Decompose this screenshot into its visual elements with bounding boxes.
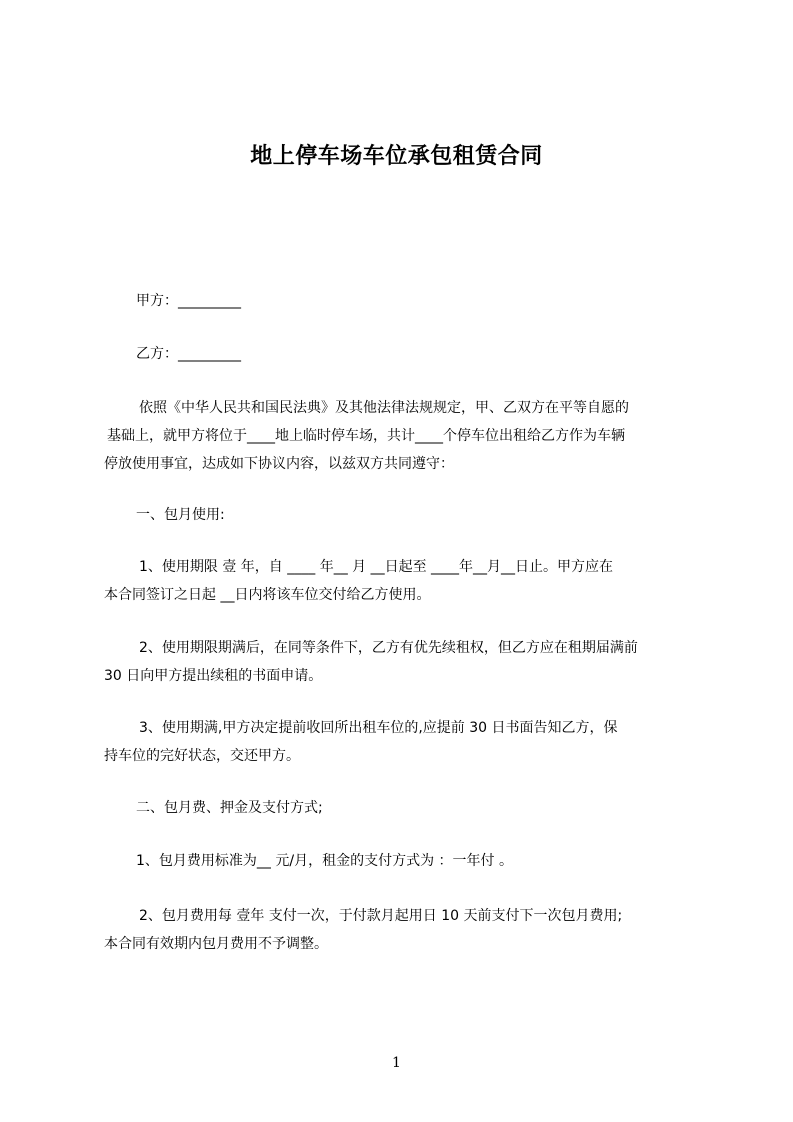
clause-line: 30 日向甲方提出续租的书面申请。 (104, 668, 323, 684)
intro-line: 停放使用事宜，达成如下协议内容，以兹双方共同遵守： (104, 456, 454, 472)
clause-line: 本合同有效期内包月费用不予调整。 (104, 936, 328, 952)
clause-line: 1、使用期限 壹 年，自 ____ 年__ 月 __日起至 ____年__月__日止。甲方应在 (139, 559, 614, 575)
section-heading: 二、包月费、押金及支付方式; (136, 800, 323, 816)
intro-line: 基础上，就甲方将位于____地上临时停车场，共计____个停车位出租给乙方作为车辆 (107, 428, 625, 444)
document-title: 地上停车场车位承包租赁合同 (250, 144, 543, 169)
clause-line: 2、使用期限期满后，在同等条件下，乙方有优先续租权，但乙方应在租期届满前 (139, 640, 638, 656)
party-b-line: 乙方：_________ (136, 346, 241, 362)
page-number: 1 (392, 1055, 401, 1071)
clause-line: 2、包月费用每 壹年 支付一次，于付款月起用日 10 天前支付下一次包月费用; (139, 908, 623, 924)
clause-line: 本合同签订之日起 __日内将该车位交付给乙方使用。 (104, 587, 431, 603)
clause-line: 持车位的完好状态，交还甲方。 (104, 748, 300, 764)
section-heading: 一、包月使用: (136, 507, 225, 523)
party-a-line: 甲方：_________ (136, 293, 241, 309)
clause-line: 3、使用期满,甲方决定提前收回所出租车位的,应提前 30 日书面告知乙方，保 (139, 720, 618, 736)
clause-line: 1、包月费用标准为__ 元/月，租金的支付方式为 ：一年付 。 (136, 853, 513, 869)
intro-line: 依照《中华人民共和国民法典》及其他法律法规规定，甲、乙双方在平等自愿的 (139, 400, 629, 416)
